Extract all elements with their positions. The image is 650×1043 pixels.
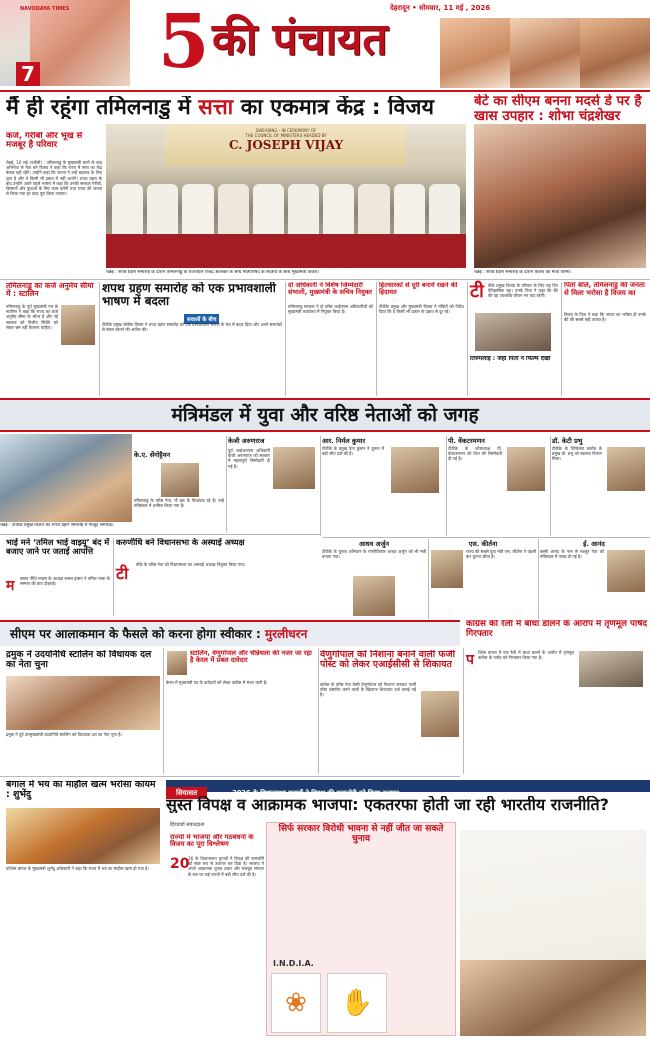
bottom-dropcap: 20: [170, 856, 190, 872]
bottom-subhead: राज्यों में भाजपा और गठबंधनों के विजय का पूरा विश्लेषण: [170, 834, 254, 849]
bottom-center-box: सिर्फ सरकार विरोधी भावना से नहीं जीत जा सकते चुनाव I.N.D.I.A. ❀ ✋: [266, 822, 456, 1036]
bengal-photo: [6, 808, 160, 864]
muralidharan-band: सीएम पर आलाकमान के फैसले को करना होगा स्वीकार : मुरलीधरन: [0, 620, 460, 646]
indi-label: I.N.D.I.A.: [273, 959, 314, 968]
ministers-photo: [0, 434, 132, 522]
profile-anand: ई. आनंद बस्सी आनंद के नाम से मशहूर नेता को मंत्रिमंडल में जगह दी गई है।: [540, 539, 648, 619]
logo: NAVODAYA TIMES: [20, 6, 70, 12]
venugopal-story: वेणुगोपाल को निशाना बनाने वाली फर्जी पोस्ट को लेकर एआईसीसी से शिकायत कांग्रेस के वरिष्ठ नेता केसी वेणुगोपाल को निशाना बनाकर फर्जी पोस्ट प्रसारित करने वालों के खिलाफ शिकायत दर्ज कराई गई है।: [320, 650, 460, 774]
siyasat-tag: सियासत: [166, 787, 207, 799]
profile-venkataramanan: पी. वेंकटरमणन टीवीके के कोषाध्यक्ष पी. वेंकटरमणन को वित्त की जिम्मेदारी दी गई है।: [448, 436, 548, 536]
lead-photo: [106, 124, 466, 268]
oath-speech-story: शपथ ग्रहण समारोह को एक प्रभावशाली भाषण में बदला सवालों के बीच टीवीके प्रमुख जोसेफ विजय ने शपथ ग्रहण समारोह को एक प्रभावशाली भाषण के मंच में बदल दिया और अपने समर्थकों से संयम बरतने की अपील की।: [102, 282, 282, 333]
profile-sengottaiyan: के.ए. सेंगोट्टैयन तमिलनाडु के वरिष्ठ नेता, नौ बार के विधायक रहे हैं। उन्हें मंत्रिमंडल में शामिल किया गया है।: [134, 451, 224, 509]
profile-aadhav-arjun: आधव अर्जुन टीवीके के चुनाव अभियान के रणनीतिकार आधव अर्जुन को भी मंत्री बनाया गया।: [322, 539, 426, 619]
lead-body: चेन्नई, 10 मई (एजेंसी) : तमिलनाडु के मुख्यमंत्री बनने के बाद अभिनेता से नेता बने विजय ने कहा कि राज्य में सत्ता का केंद्र केवल वही रहेंगे। उन्होंने कहा कि जनता ने उन्हें बदलाव के लिए चुना है और वे किसी भी दबाव में नहीं आएंगे। शपथ ग्रहण के बाद उन्होंने अपने पहले भाषण में कहा कि उनकी सरकार गरीबों, किसानों और युवाओं के लिए काम करेगी तथा राज्य की जनता से किया गया हर वादा पूरा किया जाएगा।: [6, 160, 102, 197]
lotus-icon: ❀: [271, 973, 321, 1033]
siyasat-tagline: 2026 के विधानसभा चुनावों ने विपक्ष की कमजोरी को किया उजागर: [232, 789, 400, 797]
masthead-right-photos: [440, 18, 650, 88]
profile-keerthana: एस. कीर्तना राज्य की सबसे युवा मंत्री एस. कीर्तना ने पहली बार चुनाव जीता है।: [430, 539, 536, 619]
tirumalai-story: टी वीके प्रमुख विजय के परिवार के लिए यह दिन ऐतिहासिक रहा। उनके पिता ने कहा कि बेटे की यह उपलब्धि जीवन भर याद रहेगी। तिरुमलाई : जहां पिता ने फिल्म देखी: [470, 281, 558, 362]
siyasat-bar: [166, 780, 650, 797]
father-story: पिता बोले, तमिलनाडु की जनता से मिला भरोसा है विजय का विजय के पिता ने कहा कि जनता का भरोसा ही उनके बेटे की सबसे बड़ी ताकत है।: [564, 282, 646, 323]
profile-arunraj: केजी अरुणराज पूर्व आईआरएस अधिकारी केजी अरुणराज को सरकार में महत्वपूर्ण जिम्मेदारी दी गई है।: [228, 436, 318, 536]
kamal-story: भाई मने ‘तमिल भाई वाझ्यू’ बंद में बजाए जाने पर जताई आपत्ति म क्कल नीधि मय्यम के अध्यक्ष कमल हासन ने तमिल भाषा के सम्मान की बात दोहराई।: [6, 538, 110, 594]
ceremony-banner: SWEARING - IN CEREMONY OF THE COUNCIL OF MINISTERS HEADED BY C. JOSEPH VIJAY: [166, 124, 406, 166]
speaker-story: करुणीधि बने विधानसभा के अस्थाई अध्यक्ष टी वीके के वरिष्ठ नेता को विधानसभा का अस्थाई अध्यक्ष नियुक्त किया गया।: [116, 538, 246, 583]
masthead-title: की पंचायत: [212, 14, 388, 65]
dateline: देहरादून • सोमवार, 11 मई , 2026: [390, 4, 491, 12]
right-top-photo-caption: चेन्नई : शपथ ग्रहण समारोह के दौरान विजय की माता शोभा।: [474, 270, 572, 275]
ministers-photo-caption: चेन्नई : टीवीके प्रमुख विजय की शपथ ग्रहण समारोह में मौजूद समर्थक।: [0, 523, 114, 528]
bengal-body: पश्चिम बंगाल के मुख्यमंत्री शुभेंदु अधिकारी ने कहा कि राज्य में भय का माहौल खत्म हो गया है।: [6, 866, 149, 871]
lead-photo-caption: चेन्नई : शपथ ग्रहण समारोह के दौरान तमिलनाडु के राज्यपाल राजेंद्र आर्लेकर के साथ मंत्रिपरिषद के सदस्यों के साथ मुख्यमंत्री विजय।: [106, 270, 319, 275]
page-number: 7: [16, 62, 40, 86]
bottom-body: 26 के विधानसभा चुनावों ने विपक्ष की कमजोरी को स्पष्ट रूप से उजागर कर दिया है। भाजपा ने अपने आक्रामक चुनाव प्रचार और मजबूत संगठन के बल पर कई राज्यों में बड़ी जीत दर्ज की है।: [188, 856, 264, 877]
stalin-story: तमिलनाडु का कर्ज अनुमेय सीमा में : स्टालिन तमिलनाडु के पूर्व मुख्यमंत्री एम के स्टालिन ने कहा कि राज्य का कर्ज अनुमेय सीमा के भीतर है और नई सरकार को वित्तीय स्थिति को लेकर भ्रम नहीं फैलाना चाहिए।: [6, 282, 96, 397]
profile-kt-prabhu: डॉ. केटी प्रभु टीवीके के चिकित्सा प्रकोष्ठ के प्रमुख डॉ. प्रभु को स्वास्थ्य विभाग मिला।: [552, 436, 648, 536]
profile-nirmal-kumar: आर. निर्मल कुमार टीवीके के प्रमुख नेता कुमार ने चुनाव में बड़ी जीत दर्ज की है।: [322, 436, 444, 536]
right-top-photo: [474, 124, 646, 268]
masthead-photo-strip: [30, 0, 130, 86]
tmc-headline: कांग्रेस की रैली में बाधा डालने के आरोप में तृणमूल पार्षद गिरफ्तार: [466, 620, 648, 639]
secretary-story: दो अधिकारी ने विशेष जिम्मेदारी संभाली, मुख्यमंत्री के सचिव नियुक्त तमिलनाडु सरकार ने दो वरिष्ठ आईएएस अधिकारियों को मुख्यमंत्री कार्यालय में नियुक्त किया है।: [288, 282, 373, 315]
ministers-band: मंत्रिमंडल में युवा और वरिष्ठ नेताओं को जगह: [0, 398, 650, 432]
bottom-byline: हिंदवार्डा संवाददाता: [170, 822, 205, 828]
bottom-headline: सुस्त विपक्ष व आक्रामक भाजपा: एकतरफा होती जा रही भारतीय राजनीति?: [166, 796, 609, 814]
kerala-story: स्टालिन, वेणुगोपाल और चेन्निथला की नजर जा रहा है केरल में प्रबल दावेदार केरल में मुख्यमंत्री पद के दावेदारों को लेकर कांग्रेस में मंथन जारी है।: [166, 650, 312, 685]
lead-headline: मैं ही रहूंगा तमिलनाडु में सत्ता का एकमात्र केंद्र : विजय: [6, 96, 434, 120]
stakeholder-story: हितधारकों से दूरी बनाये रखने की हिदायत टीवीके प्रमुख और मुख्यमंत्री विजय ने मंत्रियों को निर्देश दिया कि वे किसी भी प्रकार के दबाव से दूर रहें।: [379, 282, 464, 315]
udhay-photo: [6, 676, 160, 730]
udhay-body: द्रमुक ने पूर्व उपमुख्यमंत्री उदयनिधि स्टालिन को विधायक दल का नेता चुना है।: [6, 732, 123, 737]
right-top-headline: बेटे का सीएम बनना मदर्स डे पर है खास उपहार : शोभा चंद्रशेखर: [474, 94, 642, 124]
tmc-story: प श्चिम बंगाल में एक रैली में बाधा डालने के आरोप में तृणमूल कांग्रेस के पार्षद को गिरफ्तार किया गया है।: [466, 650, 648, 774]
masthead-title-number: 5: [158, 0, 210, 85]
lead-kicker: कर्ज, गरीबी और भूख से मजबूर है परिवार: [6, 132, 83, 151]
bengal-headline: बंगाल में भय का माहौल खत्म भरोसा कायम : शुभेंदु: [6, 780, 156, 801]
udhay-headline: द्रमुक ने उदयनिधि स्टालिन को विधायक दल का नेता चुना: [6, 650, 152, 670]
hand-icon: ✋: [327, 973, 387, 1033]
masthead: [0, 0, 650, 90]
